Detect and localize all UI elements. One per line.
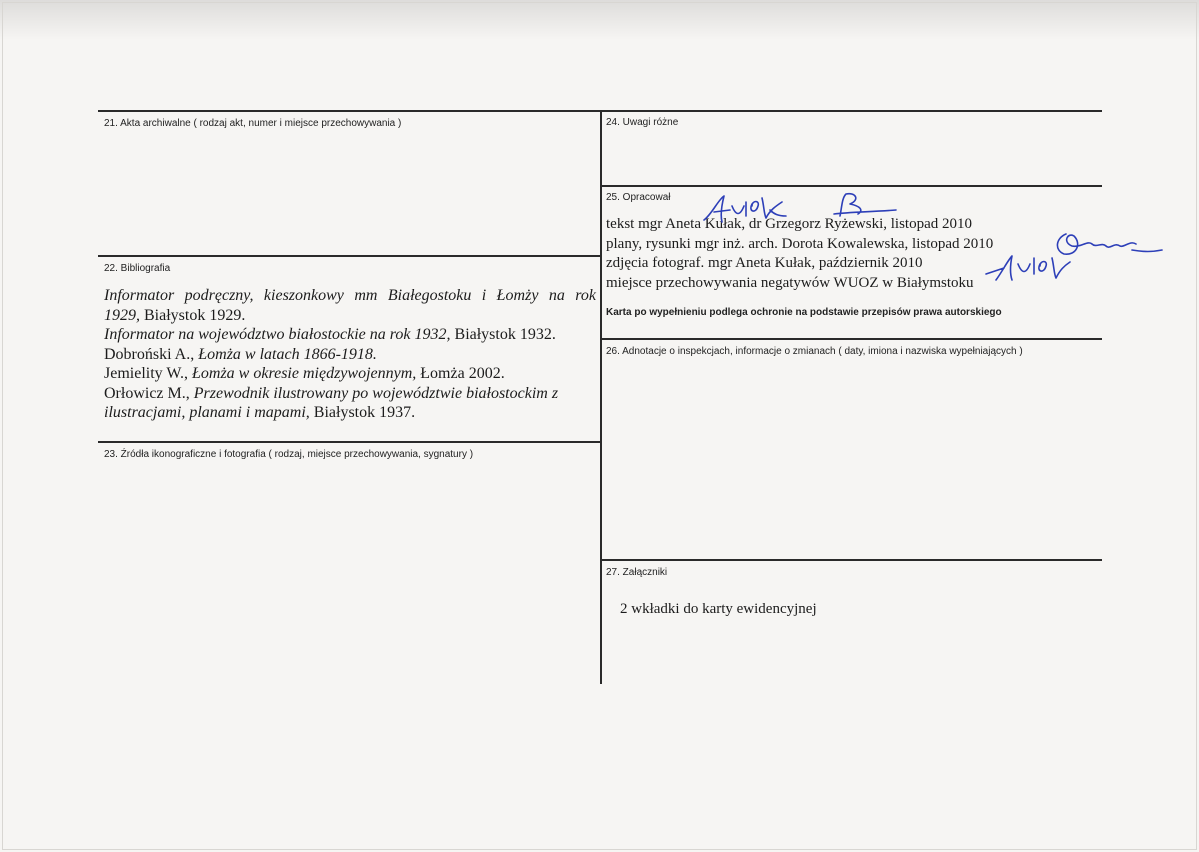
section-25-label: 25. Opracował — [606, 192, 671, 203]
bibliography-segment: Łomża 2002. — [416, 365, 505, 382]
bibliography-segment: 1929, — [104, 306, 140, 324]
bibliography-line — [104, 345, 596, 365]
bibliography-segment: Łomża w okresie międzywojennym, — [192, 365, 417, 382]
bibliography-line — [104, 384, 596, 404]
section-26-label: 26. Adnotacje o inspekcjach, informacje o zmianach ( daty, imiona i nazwiska wypełniających ) — [606, 346, 1023, 357]
prepared-by-block — [606, 215, 993, 293]
rule-25 — [600, 185, 1102, 187]
bibliography-line — [104, 364, 596, 384]
signature-ryzewski — [830, 190, 900, 220]
section-22-label: 22. Bibliografia — [104, 263, 171, 274]
bibliography-segment: Przewodnik ilustrowany po województwie białostockim z — [193, 384, 559, 402]
bibliography-segment: Informator na województwo białostockie na rok 1932, — [104, 326, 451, 343]
section-27-label: 27. Załączniki — [606, 567, 668, 578]
section-24-label: 24. Uwagi różne — [606, 117, 679, 128]
bibliography-line — [104, 403, 596, 423]
bibliography-segment: Łomża w latach 1866-1918. — [198, 345, 377, 363]
bibliography-segment: Jemielity W., — [104, 365, 192, 382]
rule-22 — [98, 255, 600, 257]
signature-kulak-2 — [982, 252, 1072, 284]
prepared-by-line: miejsce przechowywania negatywów WUOZ w Białymstoku — [606, 274, 974, 291]
rule-27 — [600, 559, 1102, 561]
bibliography-list — [104, 286, 596, 423]
bibliography-line — [104, 306, 596, 326]
bibliography-segment: Informator podręczny, kieszonkowy mm Białegostoku i Łomży na rok — [104, 287, 596, 304]
bibliography-line — [104, 286, 596, 306]
bibliography-segment: Białystok 1929. — [140, 306, 246, 324]
prepared-by-line: tekst mgr Aneta Kułak, dr Grzegorz Ryżewski, listopad 2010 — [606, 216, 972, 232]
bibliography-segment: Orłowicz M., — [104, 384, 194, 402]
prepared-by-line: plany, rysunki mgr inż. arch. Dorota Kowalewska, listopad 2010 — [606, 235, 994, 252]
prepared-by-line: zdjęcia fotograf. mgr Aneta Kułak, październik 2010 — [606, 255, 923, 271]
bibliography-segment: ilustracjami, planami i mapami, — [104, 404, 310, 421]
bibliography-segment: Białystok 1932. — [450, 326, 556, 343]
rule-center — [600, 110, 602, 684]
copyright-notice: Karta po wypełnieniu podlega ochronie na podstawie przepisów prawa autorskiego — [606, 307, 1002, 318]
signature-kulak-1 — [700, 192, 790, 226]
bibliography-segment: Dobroński A., — [104, 345, 199, 363]
section-21-label: 21. Akta archiwalne ( rodzaj akt, numer i miejsce przechowywania ) — [104, 118, 402, 129]
bibliography-segment: Białystok 1937. — [309, 404, 416, 421]
rule-26 — [600, 338, 1102, 340]
section-23-label: 23. Źródła ikonograficzne i fotografia ( rodzaj, miejsce przechowywania, sygnatury ) — [104, 449, 474, 460]
rule-23 — [98, 441, 600, 443]
attachments-value: 2 wkładki do karty ewidencyjnej — [620, 601, 817, 617]
bibliography-line — [104, 325, 596, 345]
